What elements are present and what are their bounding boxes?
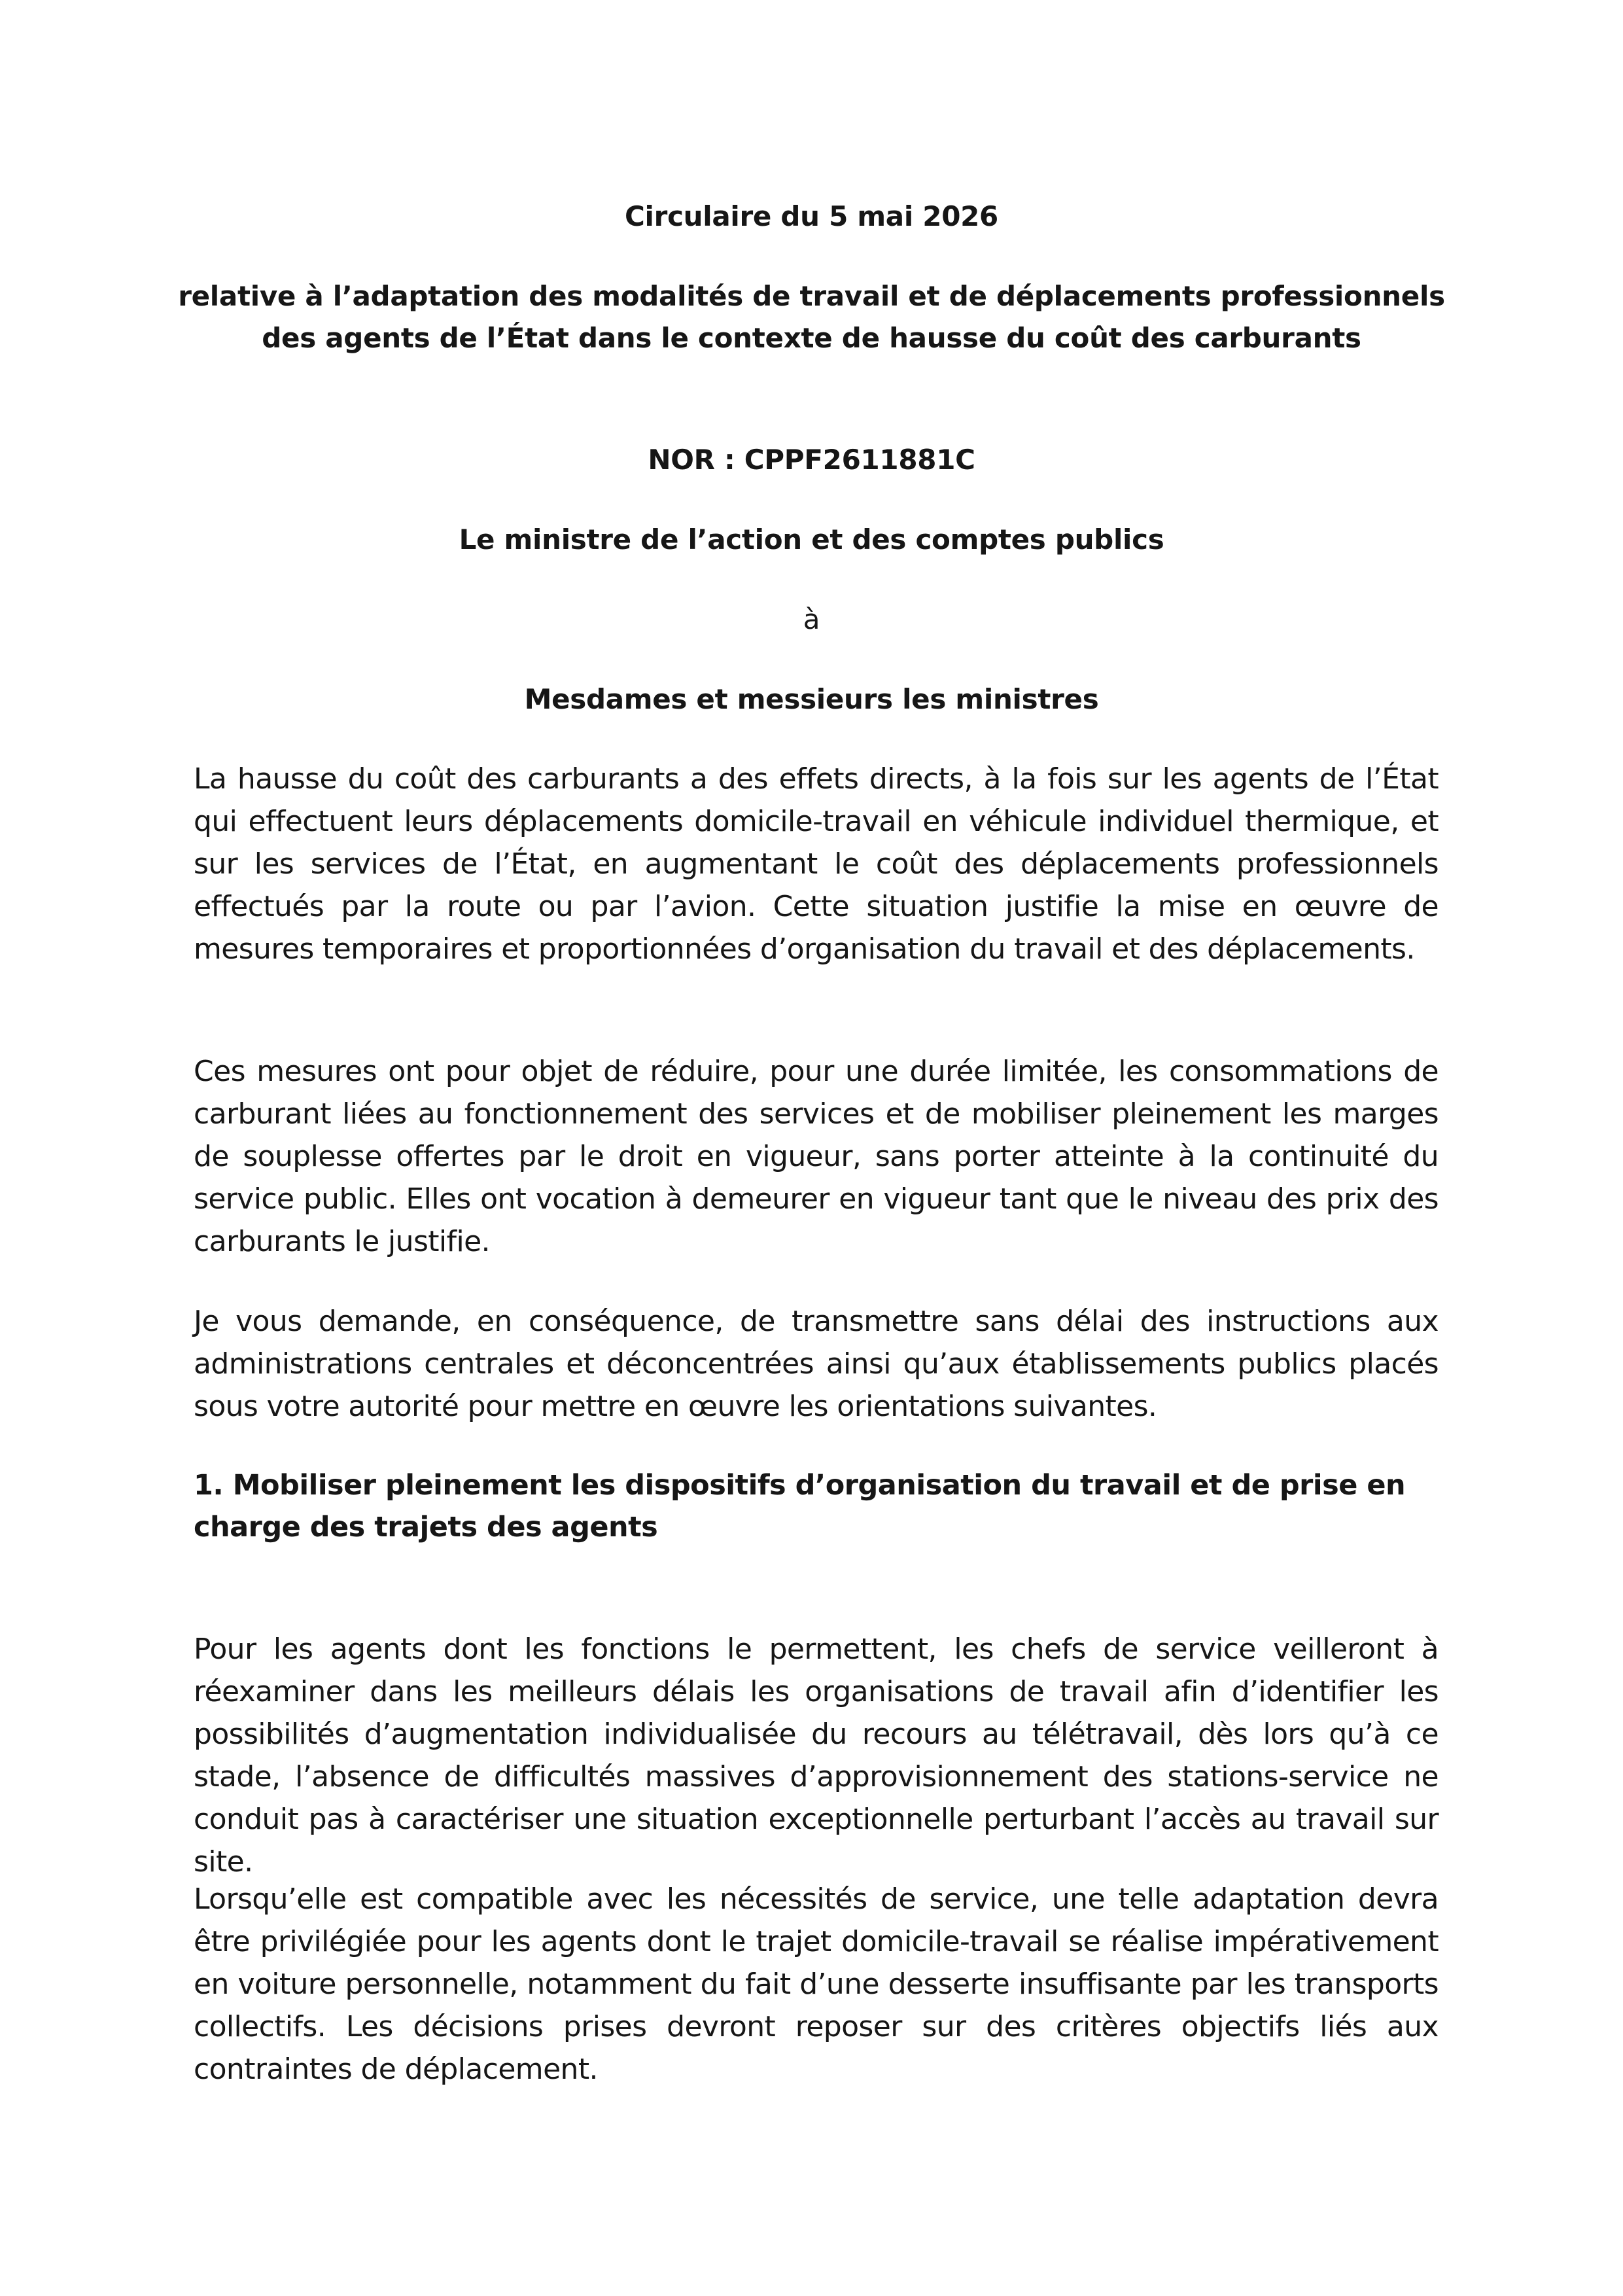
circular-subject-line-2: des agents de l’État dans le contexte de hausse du coût des carburants (262, 322, 1361, 354)
paragraph-adaptation: Lorsqu’elle est compatible avec les nécessités de service, une telle adaptation devra être privilégiée pour les agents dont le trajet domicile-travail se réalise impérativement en voiture personnelle, notamment du fait d’une desserte insuffisante par les transports collectifs. Les décisions prises devront reposer sur des critères objectifs liés aux contraintes de déplacement. (194, 1882, 1439, 2086)
sender-line: Le ministre de l’action et des comptes publics (459, 523, 1164, 556)
section-1-heading: 1. Mobiliser pleinement les dispositifs d’organisation du travail et de prise en charge des trajets des agents (194, 1469, 1406, 1544)
paragraph-context: La hausse du coût des carburants a des effets directs, à la fois sur les agents de l’État qui effectuent leurs déplacements domicile-travail en véhicule individuel thermique, et sur les services de l’État, en augmentant le coût des déplacements professionnels effectués par la route ou par l’avion. Cette situation justifie la mise en œuvre de mesures temporaires et proportionnées d’organisation du travail et des déplacements. (194, 762, 1439, 966)
paragraph-objectives: Ces mesures ont pour objet de réduire, pour une durée limitée, les consommations de carburant liées au fonctionnement des services et de mobiliser pleinement les marges de souplesse offertes par le droit en vigueur, sans porter atteinte à la continuité du service public. Elles ont vocation à demeurer en vigueur tant que le niveau des prix des carburants le justifie. (194, 1055, 1439, 1258)
paragraph-instructions: Je vous demande, en conséquence, de transmettre sans délai des instructions aux administrations centrales et déconcentrées ainsi qu’aux établissements publics placés sous votre autorité pour mettre en œuvre les orientations suivantes. (194, 1305, 1439, 1423)
nor-reference: NOR : CPPF2611881C (648, 444, 975, 476)
recipients-line: Mesdames et messieurs les ministres (524, 683, 1099, 715)
addressee-connector: à (803, 603, 820, 635)
circular-subject-line-1: relative à l’adaptation des modalités de travail et de déplacements professionnels (178, 280, 1445, 312)
circular-title: Circulaire du 5 mai 2026 (625, 200, 998, 232)
paragraph-telework: Pour les agents dont les fonctions le permettent, les chefs de service veilleront à réexaminer dans les meilleurs délais les organisations de travail afin d’identifier les possibilités d’augmentation individualisée du recours au télétravail, dès lors qu’à ce stade, l’absence de difficultés massives d’approvisionnement des stations-service ne conduit pas à caractériser une situation exceptionnelle perturbant l’accès au travail sur site. (194, 1633, 1439, 1879)
